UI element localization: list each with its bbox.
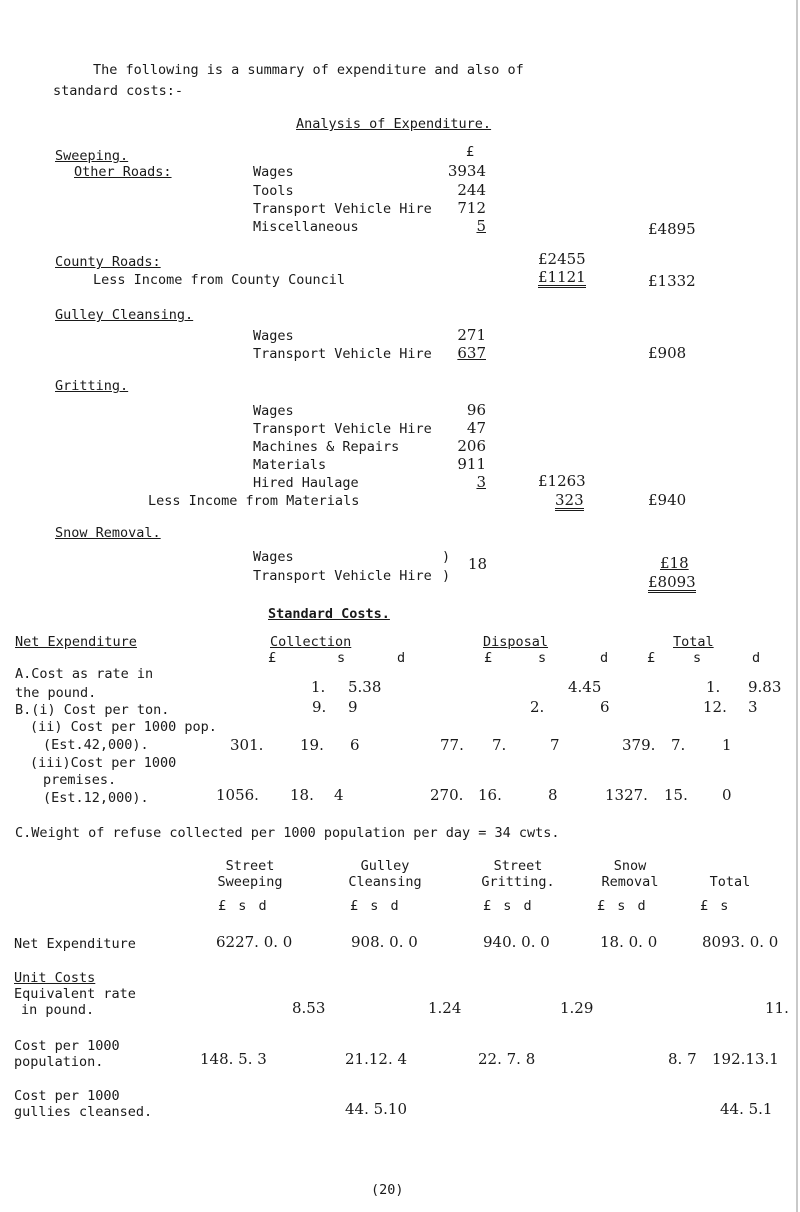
row-a-value: 1.: [706, 678, 721, 696]
snow-amount: 18: [468, 555, 488, 573]
cost-gullies-label: gullies cleansed.: [14, 1104, 153, 1120]
summary-unit: £ s d: [483, 898, 532, 914]
gritting-item-label: Wages: [253, 403, 294, 419]
cost-pop-value: 8. 7: [668, 1050, 697, 1068]
cost-pop-label: population.: [14, 1054, 104, 1070]
summary-col-header: Snow: [613, 858, 647, 874]
summary-unit: £ s d: [597, 898, 646, 914]
summary-unit: £ s: [700, 898, 729, 914]
equiv-rate-label: Equivalent rate: [14, 986, 136, 1002]
disposal-header: Disposal: [483, 634, 549, 650]
row-a-value: 1.: [311, 678, 326, 696]
row-b-value: 9: [348, 698, 358, 716]
sweeping-label: Sweeping.: [55, 148, 129, 164]
gritting-item-amount: 206: [457, 437, 486, 455]
other-roads-item-label: Tools: [253, 183, 294, 199]
row-biii-value: 18.: [290, 786, 314, 804]
row-biii-value: 1327.: [605, 786, 648, 804]
cost-pop-value: 21.12. 4: [345, 1050, 408, 1068]
row-bii-value: 7.: [671, 736, 686, 754]
gritting-item-amount: 96: [466, 401, 486, 419]
other-roads-item-label: Wages: [253, 164, 294, 180]
snow-bracket: ): [442, 568, 451, 584]
summary-col-header: Cleansing: [348, 874, 422, 890]
row-b-value: 9.: [312, 698, 327, 716]
gritting-less-label: Less Income from Materials: [148, 493, 360, 509]
gulley-item-amount: 271: [457, 326, 486, 344]
other-roads-item-amount: 244: [457, 181, 486, 199]
summary-col-header: Sweeping: [217, 874, 283, 890]
row-b-value: 2.: [530, 698, 545, 716]
row-a-label: A.Cost as rate in: [15, 666, 154, 682]
summary-net-value: 908. 0. 0: [351, 933, 418, 951]
summary-unit: £ s d: [218, 898, 267, 914]
grand-total: £8093: [648, 573, 696, 591]
county-roads-gross: £2455: [538, 250, 586, 268]
county-roads-less-label: Less Income from County Council: [93, 272, 345, 288]
unit-label: £: [647, 650, 656, 666]
cost-pop-label: Cost per 1000: [14, 1038, 120, 1054]
sweeping-total: £4895: [648, 220, 696, 238]
unit-label: s: [337, 650, 346, 666]
snow-item-label: Wages: [253, 549, 294, 565]
county-roads-less: £1121: [538, 268, 586, 286]
row-biii-label: premises.: [43, 772, 117, 788]
gritting-item-amount: 911: [457, 455, 486, 473]
cost-gullies-label: Cost per 1000: [14, 1088, 120, 1104]
weight-line: C.Weight of refuse collected per 1000 population per day = 34 cwts.: [15, 825, 560, 841]
summary-col-header: Total: [709, 874, 751, 890]
row-bii-value: 301.: [230, 736, 264, 754]
row-bii-label: (ii) Cost per 1000 pop.: [30, 719, 217, 735]
row-b-value: 12.: [703, 698, 727, 716]
row-bii-value: 77.: [440, 736, 464, 754]
gritting-label: Gritting.: [55, 378, 129, 394]
unit-label: d: [752, 650, 761, 666]
cost-pop-value: 22. 7. 8: [478, 1050, 536, 1068]
other-roads-item-amount: 3934: [447, 162, 486, 180]
row-a-value: 9.83: [748, 678, 782, 696]
gritting-item-amount: 3: [476, 473, 486, 491]
other-roads-item-label: Miscellaneous: [253, 219, 359, 235]
gritting-total: £940: [648, 491, 687, 509]
row-a-value: 5.38: [348, 678, 382, 696]
cost-pop-value: 148. 5. 3: [200, 1050, 267, 1068]
unit-label: £: [484, 650, 493, 666]
total-header: Total: [673, 634, 714, 650]
summary-net-value: 6227. 0. 0: [216, 933, 293, 951]
summary-col-header: Street: [493, 858, 543, 874]
row-biii-value: 1056.: [216, 786, 259, 804]
unit-label: £: [268, 650, 277, 666]
summary-net-label: Net Expenditure: [14, 936, 136, 952]
summary-col-header: Removal: [601, 874, 659, 890]
gritting-item-label: Materials: [253, 457, 327, 473]
analysis-title: Analysis of Expenditure.: [296, 116, 492, 132]
summary-net-value: 18. 0. 0: [600, 933, 658, 951]
summary-col-header: Gritting.: [481, 874, 555, 890]
other-roads-item-label: Transport Vehicle Hire: [253, 201, 432, 217]
row-bii-value: 7.: [492, 736, 507, 754]
currency-header: £: [466, 144, 475, 160]
unit-label: s: [693, 650, 702, 666]
summary-unit: £ s d: [350, 898, 399, 914]
county-roads-label: County Roads:: [55, 254, 161, 270]
unit-label: d: [397, 650, 406, 666]
net-expenditure-header: Net Expenditure: [15, 634, 137, 650]
gulley-item-amount: 637: [457, 344, 486, 362]
summary-col-header: Street: [225, 858, 275, 874]
other-roads-label: Other Roads:: [74, 164, 172, 180]
row-biii-value: 16.: [478, 786, 502, 804]
collection-header: Collection: [270, 634, 352, 650]
row-b-value: 6: [600, 698, 610, 716]
row-biii-label: (iii)Cost per 1000: [30, 755, 177, 771]
gulley-total: £908: [648, 344, 687, 362]
unit-costs-label: Unit Costs: [14, 970, 96, 986]
equiv-rate-label: in pound.: [21, 1002, 95, 1018]
page-number: (20): [371, 1182, 404, 1198]
other-roads-item-amount: 712: [457, 199, 486, 217]
row-biii-value: 4: [334, 786, 344, 804]
row-bii-label: (Est.42,000).: [43, 737, 149, 753]
gritting-item-label: Machines & Repairs: [253, 439, 400, 455]
gulley-item-label: Wages: [253, 328, 294, 344]
row-b-label: B.(i) Cost per ton.: [15, 702, 170, 718]
row-bii-value: 379.: [622, 736, 656, 754]
intro-line-1: The following is a summary of expenditure and also of: [93, 62, 524, 78]
row-biii-value: 8: [548, 786, 558, 804]
cost-gullies-value: 44. 5.10: [345, 1100, 408, 1118]
equiv-rate-value: 1.29: [560, 999, 594, 1017]
row-bii-value: 7: [550, 736, 560, 754]
row-bii-value: 19.: [300, 736, 324, 754]
equiv-rate-value: 1.24: [428, 999, 462, 1017]
cost-gullies-value: 44. 5.1: [720, 1100, 773, 1118]
gulley-label: Gulley Cleansing.: [55, 307, 194, 323]
gritting-gross: £1263: [538, 472, 586, 490]
row-a-label: the pound.: [15, 685, 97, 701]
snow-total: £18: [660, 554, 689, 572]
equiv-rate-value: 8.53: [292, 999, 326, 1017]
summary-net-value: 8093. 0. 0: [702, 933, 779, 951]
gritting-item-label: Hired Haulage: [253, 475, 359, 491]
row-bii-value: 1: [722, 736, 732, 754]
gritting-item-amount: 47: [466, 419, 486, 437]
row-biii-value: 0: [722, 786, 732, 804]
snow-item-label: Transport Vehicle Hire: [253, 568, 432, 584]
unit-label: d: [600, 650, 609, 666]
other-roads-item-amount: 5: [476, 217, 486, 235]
gritting-item-label: Transport Vehicle Hire: [253, 421, 432, 437]
row-b-value: 3: [748, 698, 758, 716]
snow-bracket: ): [442, 549, 451, 565]
row-bii-value: 6: [350, 736, 360, 754]
row-biii-label: (Est.12,000).: [43, 790, 149, 806]
summary-net-value: 940. 0. 0: [483, 933, 550, 951]
cost-pop-value: 192.13.1: [712, 1050, 779, 1068]
gulley-item-label: Transport Vehicle Hire: [253, 346, 432, 362]
county-roads-net: £1332: [648, 272, 696, 290]
row-a-value: 4.45: [568, 678, 602, 696]
gritting-less: 323: [555, 491, 584, 509]
standard-costs-title: Standard Costs.: [268, 606, 390, 622]
row-biii-value: 15.: [664, 786, 688, 804]
intro-line-2: standard costs:-: [53, 83, 184, 99]
row-biii-value: 270.: [430, 786, 464, 804]
summary-col-header: Gulley: [360, 858, 410, 874]
unit-label: s: [538, 650, 547, 666]
snow-label: Snow Removal.: [55, 525, 161, 541]
page-edge: [796, 0, 798, 1212]
equiv-rate-value: 11.: [765, 999, 789, 1017]
